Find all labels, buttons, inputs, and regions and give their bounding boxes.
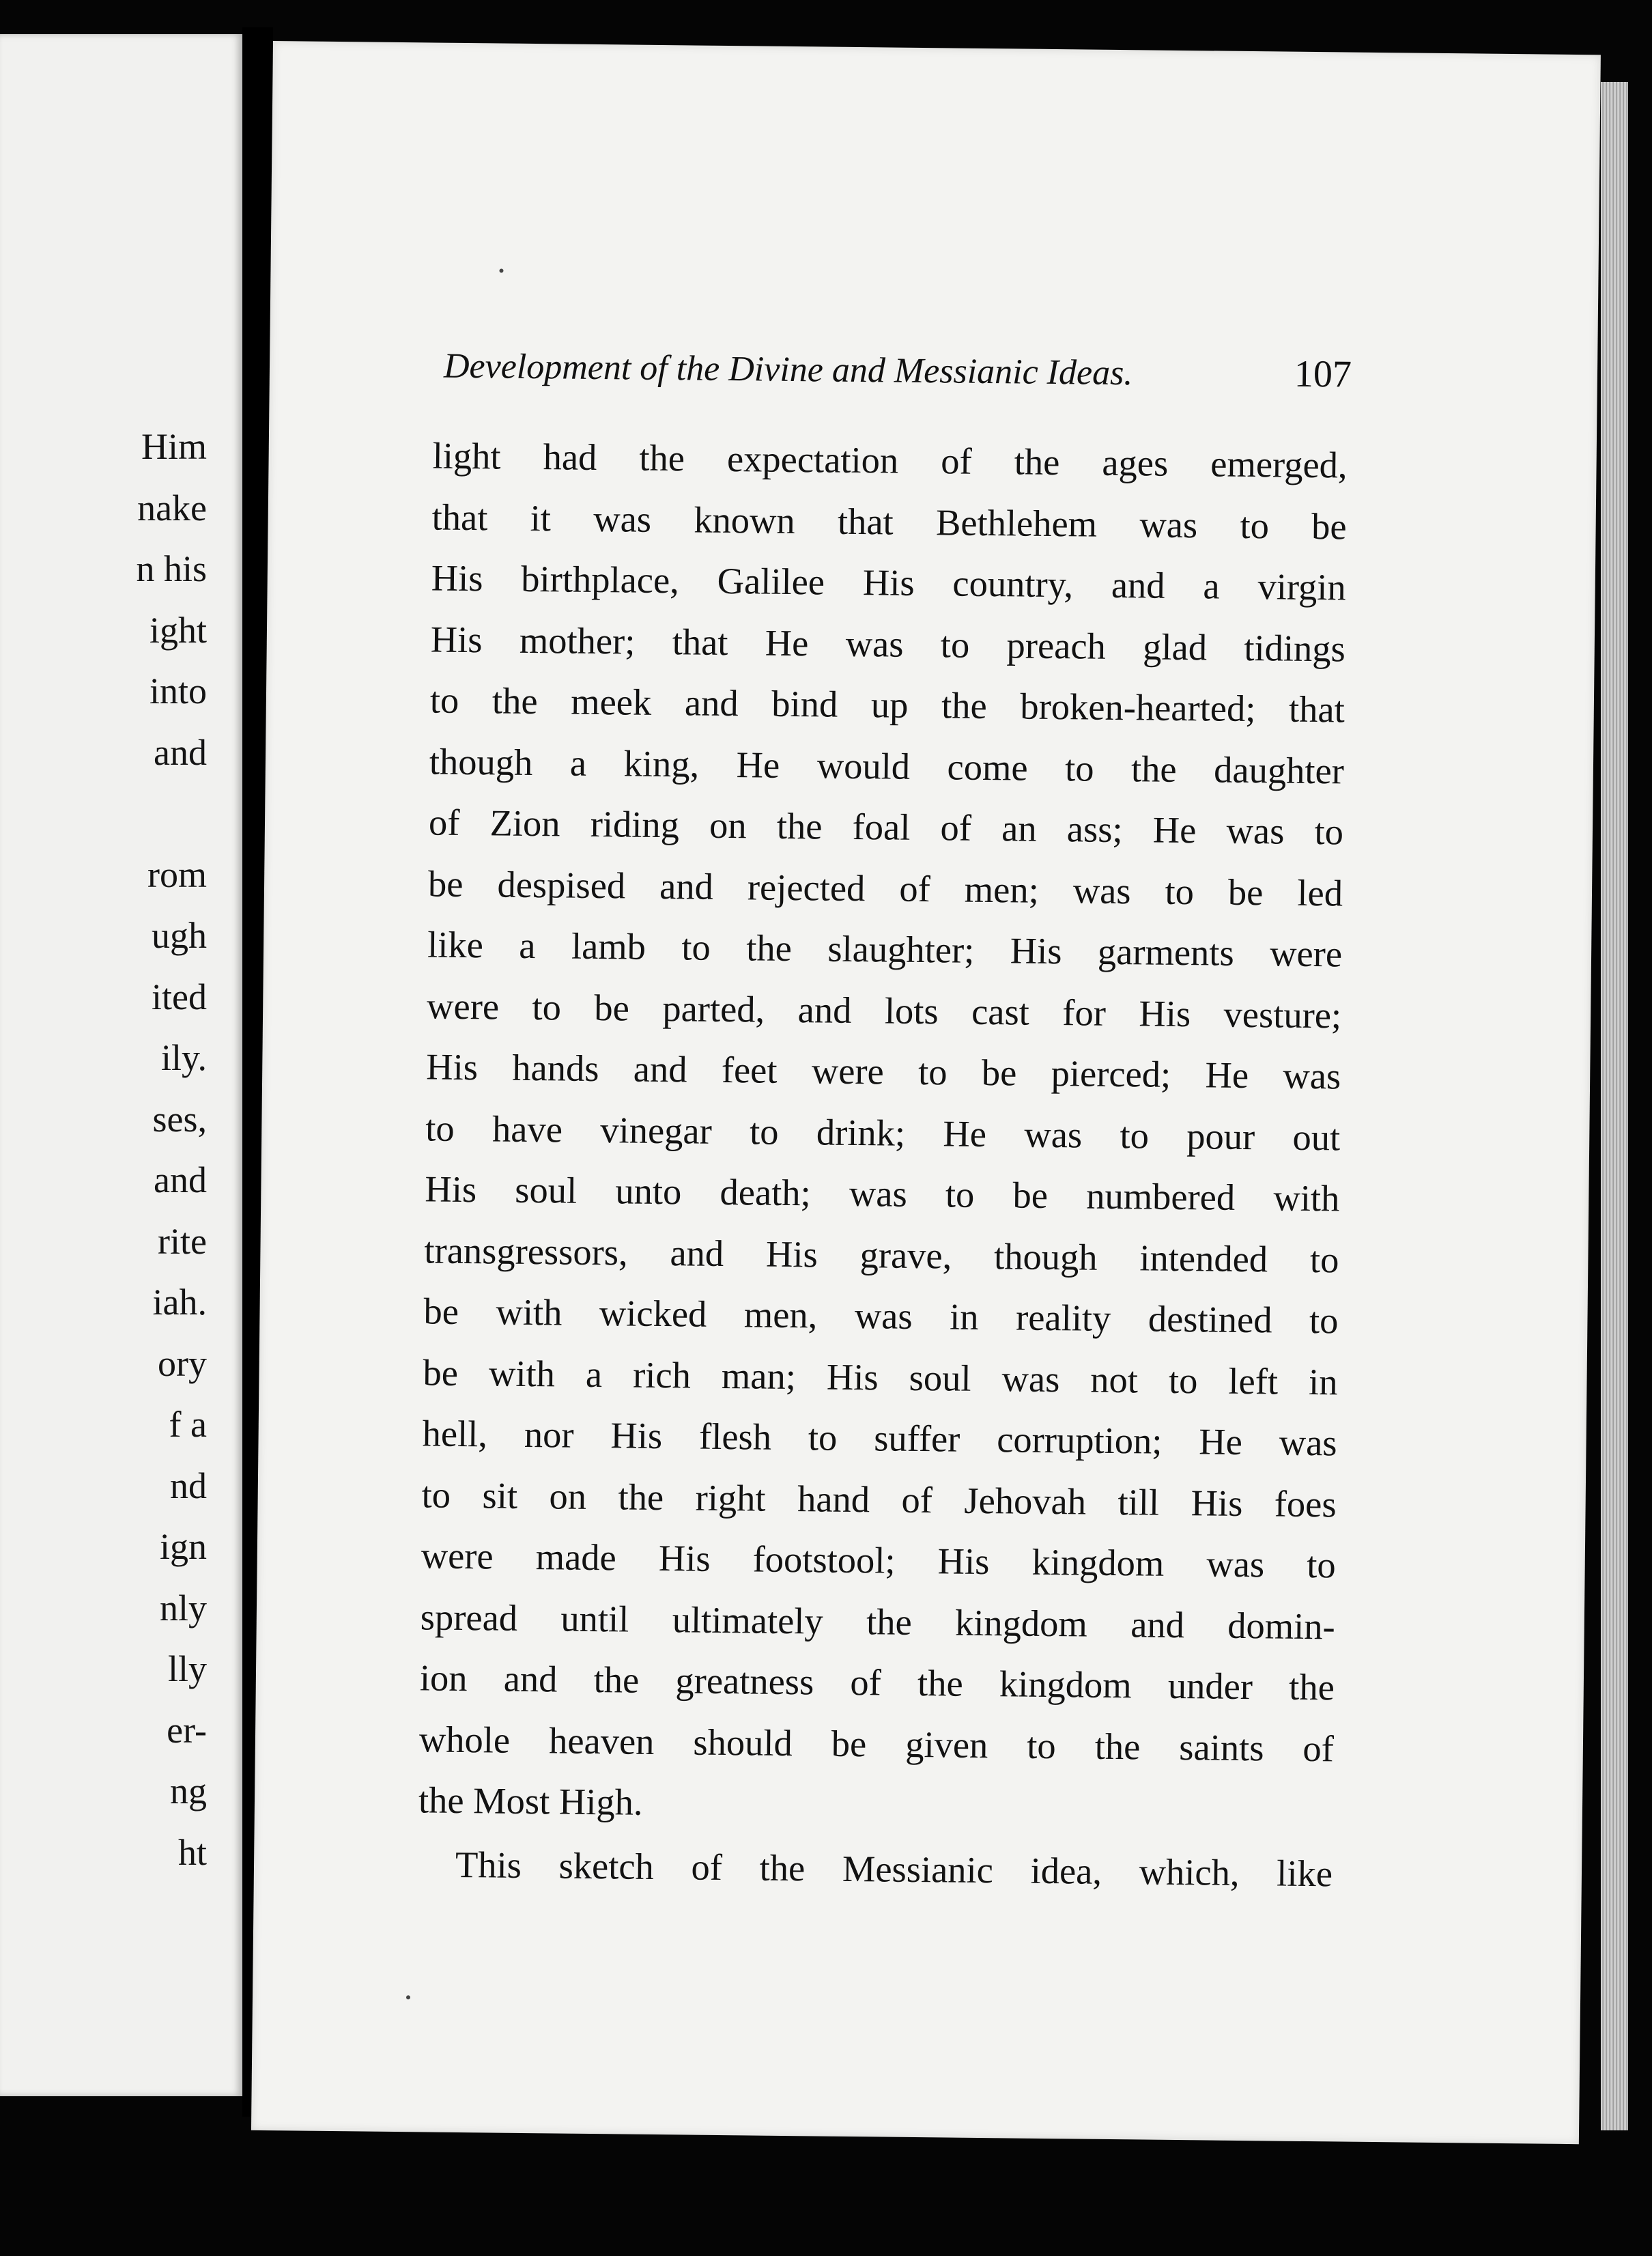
left-fragment-line: ugh (152, 915, 207, 956)
left-fragment-line: and (154, 1159, 207, 1200)
left-fragment-line: er- (167, 1709, 207, 1751)
next-paragraph-first-line: This sketch of the Messianic idea, which, like (455, 1843, 1333, 1894)
text-line: spread until ultimately the kingdom and domin- (420, 1595, 1336, 1647)
print-speck (499, 268, 503, 272)
left-fragment-line: lly (167, 1648, 207, 1689)
text-line: to the meek and bind up the broken-hearted; that (429, 679, 1345, 731)
text-line: ion and the greatness of the kingdom under the (419, 1656, 1335, 1708)
left-fragment-line: ily. (161, 1037, 207, 1078)
left-fragment-line: ign (159, 1526, 207, 1567)
left-fragment-line: ses, (152, 1098, 207, 1140)
left-fragment-line: f a (169, 1404, 207, 1445)
text-line: His birthplace, Galilee His country, and a virgin (431, 556, 1347, 608)
left-fragment-line: nake (137, 487, 207, 528)
text-line: His hands and feet were to be pierced; He was (425, 1045, 1341, 1097)
text-line: were made His footstool; His kingdom was to (421, 1534, 1337, 1586)
left-fragment-line: ited (152, 976, 207, 1017)
body-text (418, 425, 1348, 1904)
running-head-title: Development of the Divine and Messianic Ideas. (443, 346, 1133, 393)
text-line: were to be parted, and lots cast for His vesture; (426, 984, 1342, 1036)
left-fragment-line: into (149, 671, 207, 711)
left-fragment-line: rite (158, 1220, 207, 1262)
running-head (444, 343, 1352, 397)
text-line: whole heaven should be given to the saints of (418, 1717, 1335, 1769)
text-line: to have vinegar to drink; He was to pour out (425, 1106, 1341, 1158)
left-facing-page (0, 34, 242, 2096)
text-line: light had the expectation of the ages emerged, (432, 434, 1348, 486)
left-fragment-line: iah. (152, 1282, 207, 1323)
text-line: to sit on the right hand of Jehovah till His foes (421, 1473, 1337, 1525)
right-page (251, 41, 1601, 2144)
text-line: transgressors, and His grave, though intended to (424, 1228, 1339, 1280)
text-line: His mother; that He was to preach glad tidings (430, 617, 1346, 669)
left-fragment-line: nd (170, 1465, 207, 1506)
left-fragment-line (136, 783, 207, 845)
text-line: that it was known that Bethlehem was to be (431, 495, 1347, 548)
left-fragment-line: nly (159, 1587, 207, 1628)
left-fragment-line: ight (149, 609, 207, 651)
left-fragment-line: Him (141, 426, 207, 467)
left-fragment-line: and (154, 731, 207, 773)
text-line: though a king, He would come to the daughter (429, 739, 1345, 791)
text-line: His soul unto death; was to be numbered with (425, 1168, 1340, 1219)
text-line: be despised and rejected of men; was to be led (427, 862, 1343, 914)
text-line: be with a rich man; His soul was not to left in (423, 1351, 1338, 1402)
text-line: hell, nor His flesh to suffer corruption; He was (422, 1412, 1337, 1464)
print-speck (406, 1995, 410, 1999)
page-edges-stack (1601, 82, 1628, 2130)
page-number: 107 (1294, 352, 1352, 396)
text-line-paragraph-end: the Most High. (418, 1779, 643, 1823)
left-fragment-line: rom (147, 854, 207, 895)
left-fragment-line: ng (170, 1771, 207, 1811)
left-fragment-line: n his (136, 548, 207, 589)
left-fragment-line: ory (158, 1342, 207, 1384)
left-page-text-fragments (136, 417, 207, 1883)
left-fragment-line: ht (177, 1831, 207, 1873)
text-line: of Zion riding on the foal of an ass; He was to (428, 801, 1344, 853)
text-line: like a lamb to the slaughter; His garments were (427, 923, 1343, 975)
text-line: be with wicked men, was in reality destined to (423, 1290, 1339, 1342)
